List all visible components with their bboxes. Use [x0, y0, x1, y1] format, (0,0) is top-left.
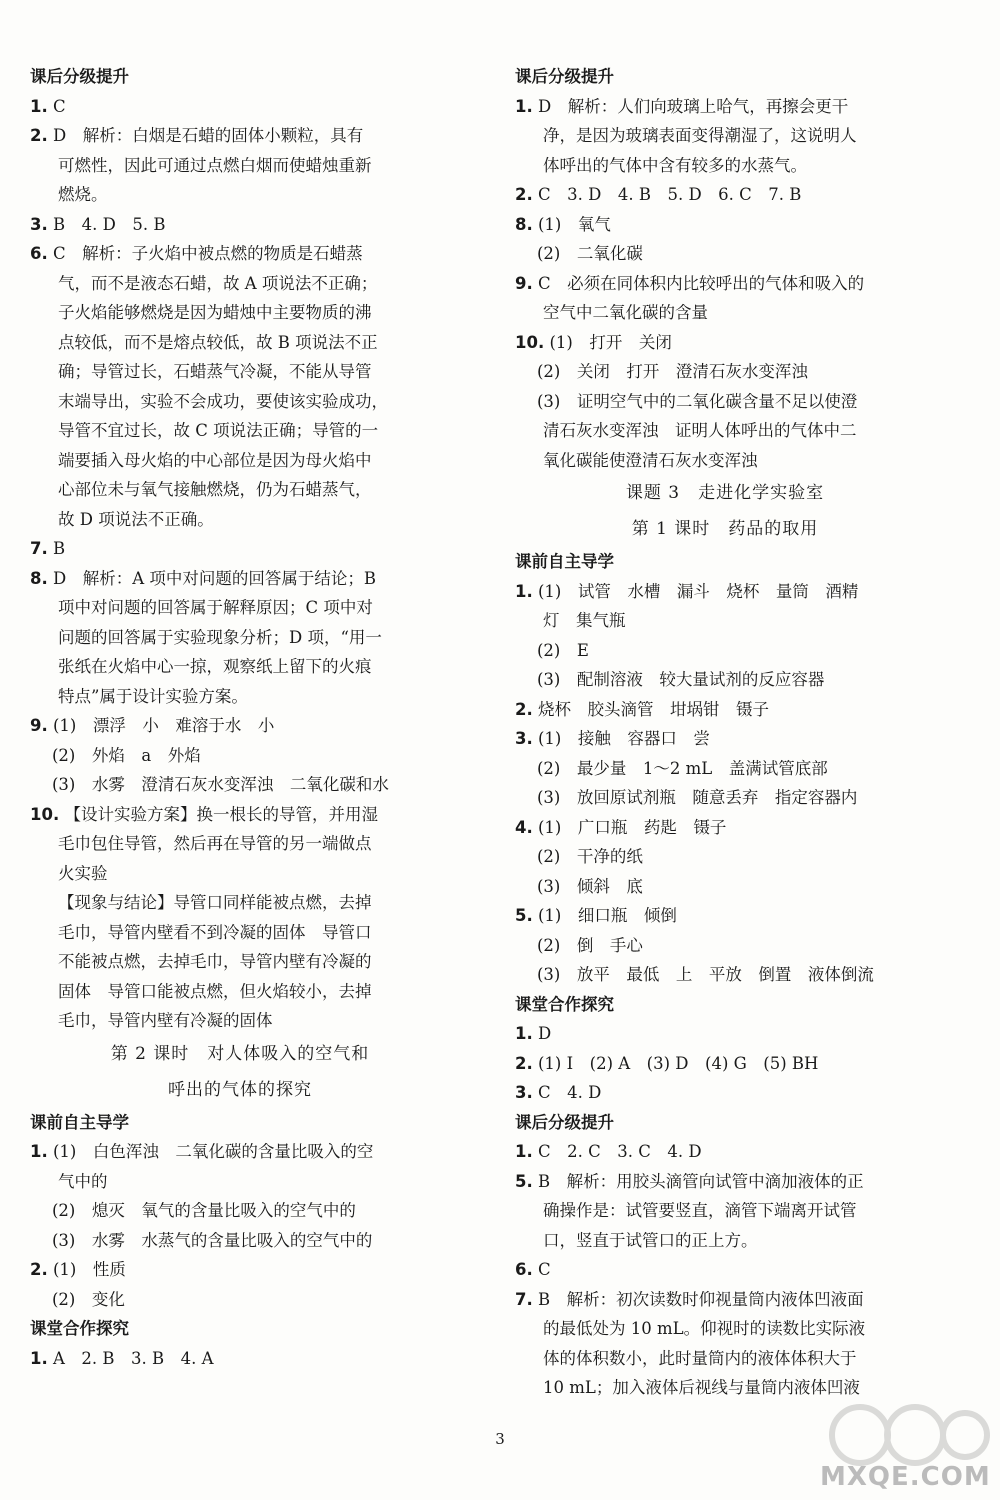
answer-text: (3) 水雾 澄清石灰水变浑浊 二氧化碳和水: [52, 775, 389, 794]
answer-text: B 解析：用胶头滴管向试管中滴加液体的正: [538, 1171, 864, 1191]
answer-continuation: [30, 593, 450, 623]
answer-text: D: [538, 1024, 552, 1043]
answer-text: 口，竖直于试管口的正上方。: [543, 1230, 758, 1250]
answer-text: 可燃性，因此可通过点燃白烟而使蜡烛重新: [58, 155, 372, 175]
section-heading: [515, 990, 935, 1020]
section-heading: [30, 62, 450, 92]
answer-text: 课前自主导学: [30, 1112, 129, 1132]
question-number: 7.: [515, 1289, 533, 1309]
answer-subitem: [515, 960, 935, 990]
answer-text: (1) 广口瓶 药匙 镊子: [538, 817, 727, 837]
answer-item: [30, 1344, 450, 1374]
question-number: 3.: [30, 214, 48, 234]
answer-text: (1) 性质: [53, 1260, 126, 1279]
answer-text: D 解析：人们向玻璃上哈气，再擦会更干: [538, 96, 849, 116]
answer-text: (2) 关闭 打开 澄清石灰水变浑浊: [537, 362, 808, 381]
answer-text: 不能被点燃，去掉毛巾，导管内壁有冷凝的: [58, 952, 372, 971]
answer-item: [30, 210, 450, 240]
answer-item: [30, 121, 450, 151]
answer-text: B 4. D 5. B: [53, 214, 166, 234]
answer-subitem: [515, 239, 935, 269]
answer-continuation: [30, 151, 450, 181]
answer-text: 心部位未与氧气接触燃烧，仍为石蜡蒸气，: [58, 480, 372, 499]
answer-continuation: [30, 888, 450, 918]
answer-text: C 2. C 3. C 4. D: [538, 1142, 702, 1161]
watermark-text: MXQE.COM: [820, 1462, 991, 1492]
answer-continuation: [30, 623, 450, 653]
answer-text: 导管不宜过长，故 C 项说法正确；导管的一: [58, 421, 379, 440]
answer-item: [30, 800, 450, 830]
answer-item: [515, 328, 935, 358]
question-number: 1.: [515, 581, 533, 601]
answer-subitem: [515, 754, 935, 784]
answer-continuation: [30, 918, 450, 948]
answer-continuation: [30, 475, 450, 505]
answer-text: C 4. D: [538, 1083, 602, 1102]
answer-item: [30, 239, 450, 269]
answer-text: 【设计实验方案】换一根长的导管，并用湿: [64, 804, 378, 824]
answer-continuation: [515, 416, 935, 446]
answer-item: [30, 1255, 450, 1285]
question-number: 8.: [30, 568, 48, 588]
question-number: 7.: [30, 539, 48, 558]
answer-text: (2) 最少量 1～2 mL 盖满试管底部: [537, 758, 828, 778]
answer-text: 毛巾，导管内壁看不到冷凝的固体 导管口: [58, 922, 372, 942]
answer-text: 第 2 课时 对人体吸入的空气和: [110, 1043, 370, 1064]
answer-continuation: [30, 682, 450, 712]
question-number: 5.: [515, 906, 533, 925]
section-heading: [30, 1314, 450, 1344]
answer-item: [30, 711, 450, 741]
answer-item: [515, 1078, 935, 1108]
answer-subitem: [515, 872, 935, 902]
answer-text: (3) 倾斜 底: [537, 876, 643, 896]
answer-item: [30, 92, 450, 122]
answer-text: 子火焰能够燃烧是因为蜡烛中主要物质的沸: [58, 303, 372, 322]
answer-text: 端要插入母火焰的中心部位是因为母火焰中: [58, 450, 372, 470]
answer-continuation: [30, 652, 450, 682]
answer-text: 气中的: [58, 1171, 108, 1191]
answer-text: 的最低处为 10 mL。仰视时的读数比实际液: [543, 1319, 866, 1338]
answer-text: D 解析：A 项中对问题的回答属于结论；B: [53, 568, 377, 588]
answer-text: (3) 证明空气中的二氧化碳含量不足以使澄: [537, 391, 858, 411]
answer-text: (3) 水雾 水蒸气的含量比吸入的空气中的: [52, 1230, 373, 1250]
answer-text: 气，而不是液态石蜡，故 A 项说法不正确；: [58, 273, 378, 293]
answer-subitem: [515, 842, 935, 872]
answer-subitem: [515, 636, 935, 666]
answer-text: C 3. D 4. B 5. D 6. C 7. B: [538, 185, 802, 204]
answer-continuation: [30, 947, 450, 977]
answer-item: [515, 695, 935, 725]
answer-subitem: [515, 665, 935, 695]
answer-text: (2) 倒 手心: [537, 935, 643, 955]
left-column: [30, 62, 450, 1373]
answer-text: 确；导管过长，石蜡蒸气冷凝，不能从导管: [58, 362, 372, 381]
question-number: 6.: [30, 244, 48, 263]
answer-text: B 解析：初次读数时仰视量筒内液体凹液面: [538, 1289, 864, 1309]
question-number: 2.: [30, 126, 48, 145]
answer-subitem: [30, 1285, 450, 1315]
answer-item: [515, 577, 935, 607]
answer-item: [515, 1049, 935, 1079]
answer-text: 末端导出，实验不会成功，要使该实验成功，: [58, 391, 388, 411]
answer-text: 呼出的气体的探究: [168, 1079, 312, 1100]
answer-continuation: [515, 121, 935, 151]
answer-continuation: [30, 416, 450, 446]
answer-continuation: [30, 977, 450, 1007]
answer-continuation: [30, 446, 450, 476]
answer-text: (1) 漂浮 小 难溶于水 小: [53, 716, 275, 735]
question-number: 4.: [515, 817, 533, 837]
answer-text: 课后分级提升: [30, 67, 129, 86]
answer-subitem: [30, 1196, 450, 1226]
answer-subitem: [515, 931, 935, 961]
section-heading: [30, 1108, 450, 1138]
question-number: 10.: [515, 332, 545, 352]
answer-continuation: [515, 151, 935, 181]
answer-continuation: [30, 829, 450, 859]
question-number: 1.: [30, 1142, 48, 1161]
question-number: 8.: [515, 214, 533, 234]
question-number: 9.: [515, 273, 533, 293]
answer-text: B: [53, 539, 66, 558]
answer-item: [515, 180, 935, 210]
question-number: 2.: [30, 1260, 48, 1279]
answer-text: (1) 细口瓶 倾倒: [538, 906, 677, 925]
answer-text: (2) 变化: [52, 1289, 125, 1309]
answer-continuation: [30, 1167, 450, 1197]
question-number: 3.: [515, 1083, 533, 1102]
answer-item: [515, 1137, 935, 1167]
answer-text: 第 1 课时 药品的取用: [631, 519, 819, 539]
answer-subitem: [30, 741, 450, 771]
answer-continuation: [30, 1006, 450, 1036]
answer-continuation: [30, 180, 450, 210]
answer-text: C 必须在同体积内比较呼出的气体和吸入的: [538, 273, 865, 293]
answer-continuation: [30, 298, 450, 328]
answer-continuation: [515, 446, 935, 476]
answer-text: 氧化碳能使澄清石灰水变浑浊: [543, 450, 758, 470]
answer-item: [515, 724, 935, 754]
answer-text: 课后分级提升: [515, 67, 614, 86]
answer-text: 灯 集气瓶: [543, 611, 626, 630]
right-column: [515, 62, 935, 1403]
answer-subitem: [515, 387, 935, 417]
question-number: 2.: [515, 1053, 533, 1073]
lesson-title: [515, 511, 935, 547]
answer-continuation: [515, 1226, 935, 1256]
question-number: 2.: [515, 699, 533, 719]
answer-text: (1) 白色浑浊 二氧化碳的含量比吸入的空: [53, 1142, 374, 1161]
answer-item: [515, 1285, 935, 1315]
answer-item: [30, 564, 450, 594]
answer-item: [515, 210, 935, 240]
answer-text: 课后分级提升: [515, 1112, 614, 1132]
answer-text: 课堂合作探究: [515, 994, 614, 1014]
answer-text: 体的体积数小，此时量筒内的液体体积大于: [543, 1348, 857, 1368]
answer-text: 净，是因为玻璃表面变得潮湿了，这说明人: [543, 126, 857, 145]
answer-item: [30, 1137, 450, 1167]
answer-text: (3) 配制溶液 较大量试剂的反应容器: [537, 670, 825, 689]
answer-text: 项中对问题的回答属于解释原因；C 项中对: [58, 598, 373, 617]
answer-text: (2) 熄灭 氧气的含量比吸入的空气中的: [52, 1201, 356, 1220]
answer-text: 毛巾，导管内壁有冷凝的固体: [58, 1011, 273, 1030]
answer-subitem: [30, 770, 450, 800]
question-number: 6.: [515, 1260, 533, 1279]
answer-text: (1) 接触 容器口 尝: [538, 729, 710, 748]
answer-continuation: [515, 298, 935, 328]
page-number: 3: [495, 1430, 505, 1448]
section-heading: [515, 547, 935, 577]
answer-subitem: [515, 783, 935, 813]
answer-continuation: [30, 859, 450, 889]
answer-item: [515, 1019, 935, 1049]
lesson-title: [30, 1036, 450, 1072]
answer-continuation: [515, 1196, 935, 1226]
answer-text: 课前自主导学: [515, 552, 614, 571]
answer-item: [515, 92, 935, 122]
answer-text: (1) I (2) A (3) D (4) G (5) BH: [538, 1053, 819, 1073]
answer-text: 问题的回答属于实验现象分析；D 项，“用一: [58, 627, 382, 647]
answer-text: 燃烧。: [58, 185, 108, 204]
answer-item: [515, 813, 935, 843]
answer-continuation: [30, 505, 450, 535]
answer-text: 点较低，而不是熔点较低，故 B 项说法不正: [58, 332, 378, 352]
question-number: 3.: [515, 729, 533, 748]
answer-item: [515, 269, 935, 299]
answer-text: (3) 放回原试剂瓶 随意丢弃 指定容器内: [537, 788, 858, 807]
answer-text: 固体 导管口能被点燃，但火焰较小，去掉: [58, 981, 372, 1001]
answer-text: 烧杯 胶头滴管 坩埚钳 镊子: [538, 699, 769, 719]
answer-text: 特点”属于设计实验方案。: [58, 686, 248, 706]
answer-item: [515, 1167, 935, 1197]
answer-text: A 2. B 3. B 4. A: [53, 1348, 214, 1368]
answer-text: 确操作是：试管要竖直，滴管下端离开试管: [543, 1201, 857, 1220]
answer-text: (1) 试管 水槽 漏斗 烧杯 量筒 酒精: [538, 581, 859, 601]
answer-text: (2) 二氧化碳: [537, 244, 643, 263]
answer-text: C: [53, 96, 66, 116]
answer-text: (3) 放平 最低 上 平放 倒置 液体倒流: [537, 965, 874, 984]
answer-text: 毛巾包住导管，然后再在导管的另一端做点: [58, 834, 372, 853]
answer-continuation: [515, 606, 935, 636]
answer-text: 故 D 项说法不正确。: [58, 509, 214, 529]
answer-text: C 解析：子火焰中被点燃的物质是石蜡蒸: [53, 244, 363, 263]
answer-text: (2) E: [537, 640, 589, 660]
answer-text: 空气中二氧化碳的含量: [543, 303, 708, 322]
answer-continuation: [30, 328, 450, 358]
question-number: 1.: [515, 1024, 533, 1043]
answer-continuation: [30, 269, 450, 299]
answer-item: [30, 534, 450, 564]
section-heading: [515, 1108, 935, 1138]
answer-text: 课堂合作探究: [30, 1319, 129, 1338]
section-heading: [515, 62, 935, 92]
answer-text: 体呼出的气体中含有较多的水蒸气。: [543, 155, 807, 175]
answer-continuation: [30, 387, 450, 417]
question-number: 5.: [515, 1171, 533, 1191]
answer-text: 【现象与结论】导管口同样能被点燃，去掉: [58, 893, 372, 912]
lesson-title: [515, 475, 935, 511]
answer-continuation: [30, 357, 450, 387]
answer-text: 课题 3 走进化学实验室: [625, 483, 825, 503]
answer-text: C: [538, 1260, 551, 1279]
lesson-title: [30, 1072, 450, 1108]
answer-text: (1) 氧气: [538, 214, 611, 234]
answer-item: [515, 1255, 935, 1285]
answer-continuation: [515, 1314, 935, 1344]
answer-continuation: [515, 1344, 935, 1374]
question-number: 1.: [30, 1348, 48, 1368]
question-number: 2.: [515, 185, 533, 204]
answer-text: D 解析：白烟是石蜡的固体小颗粒，具有: [53, 126, 364, 145]
answer-text: (1) 打开 关闭: [549, 332, 672, 352]
question-number: 1.: [515, 96, 533, 116]
answer-text: (2) 外焰 a 外焰: [52, 745, 201, 765]
question-number: 1.: [515, 1142, 533, 1161]
question-number: 9.: [30, 716, 48, 735]
answer-item: [515, 901, 935, 931]
answer-subitem: [515, 357, 935, 387]
answer-text: 10 mL；加入液体后视线与量筒内液体凹液: [543, 1378, 860, 1397]
answer-subitem: [30, 1226, 450, 1256]
answer-text: 清石灰水变浑浊 证明人体呼出的气体中二: [543, 421, 857, 440]
question-number: 10.: [30, 804, 60, 824]
answer-text: (2) 干净的纸: [537, 847, 643, 866]
question-number: 1.: [30, 96, 48, 116]
answer-text: 火实验: [58, 863, 108, 883]
answer-text: 张纸在火焰中心一掠，观察纸上留下的火痕: [58, 657, 372, 676]
